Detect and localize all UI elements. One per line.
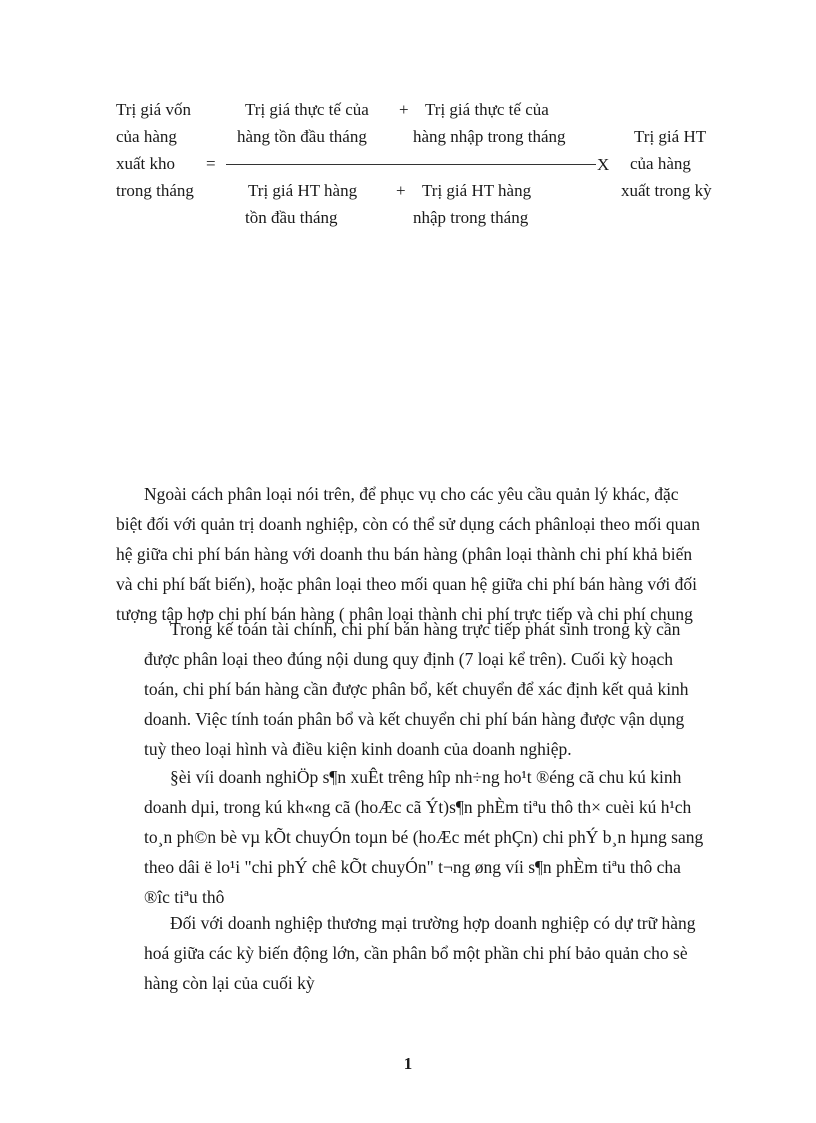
numerator-plus: + (399, 100, 409, 119)
left-label-line-4: trong tháng (116, 181, 194, 200)
denominator-b-line-1: Trị giá HT hàng (422, 181, 532, 200)
paragraph-line: được phân loại theo đúng nội dung quy định (7 loại kể trên). Cuối kỳ hoạch (144, 649, 674, 669)
left-label-line-2: của hàng (116, 127, 177, 146)
numerator-a-line-1: Trị giá thực tế của (245, 100, 369, 119)
equals-sign: = (206, 154, 216, 173)
paragraph-line: theo dâi ë lo¹i "chi phÝ chê kÕt chuyÓn" t¬ng øng víi s¶n phÈm tiªu thô cha (144, 857, 681, 877)
paragraph-line: toán, chi phí bán hàng cần được phân bổ, kết chuyển để xác định kết quả kinh (144, 679, 689, 699)
right-label-line-2: của hàng (630, 154, 691, 173)
denominator-b-line-2: nhập trong tháng (413, 208, 529, 227)
paragraph-manufacturing (144, 762, 769, 912)
paragraph-line: to¸n ph©n bè vµ kÕt chuyÓn toµn bé (hoÆc mét phÇn) chi phÝ b¸n hµng sang (144, 827, 704, 847)
paragraph-line: doanh dµi, trong kú kh«ng cã (hoÆc cã Ýt)s¶n phÈm tiªu thô th× cuèi kú h¹ch (144, 797, 692, 817)
numerator-b-line-1: Trị giá thực tế của (425, 100, 549, 119)
times-sign: X (597, 155, 610, 174)
paragraph-line: Trong kế toán tài chính, chi phí bán hàng trực tiếp phát sinh trong kỳ cần (170, 619, 681, 639)
paragraph-line: và chi phí bất biến), hoặc phân loại theo mối quan hệ giữa chi phí bán hàng với đối (116, 574, 698, 594)
page-number: 1 (403, 1054, 413, 1073)
right-label-line-1: Trị giá HT (634, 127, 707, 146)
paragraph-classification (116, 479, 761, 629)
paragraph-line: §èi víi doanh nghiÖp s¶n xuÊt trêng hîp nh÷ng ho¹t ®éng cã chu kú kinh (170, 767, 682, 787)
paragraph-line: biệt đối với quản trị doanh nghiệp, còn có thể sử dụng cách phânloại theo mối quan (116, 514, 700, 534)
paragraph-line: Ngoài cách phân loại nói trên, để phục vụ cho các yêu cầu quản lý khác, đặc (144, 484, 679, 504)
denominator-a-line-2: tồn đầu tháng (245, 208, 338, 227)
numerator-b-line-2: hàng nhập trong tháng (413, 127, 566, 146)
paragraph-line: doanh. Việc tính toán phân bổ và kết chuyển chi phí bán hàng được vận dụng (144, 709, 685, 729)
left-label-line-1: Trị giá vốn (116, 100, 191, 119)
paragraph-line: hệ giữa chi phí bán hàng với doanh thu bán hàng (phân loại thành chi phí khả biến (116, 544, 693, 564)
left-label-line-3: xuất kho (116, 154, 176, 173)
paragraph-line: tượng tập hợp chi phí bán hàng ( phân loại thành chi phí trực tiếp và chi phí chung (116, 604, 693, 624)
right-label-line-3: xuất trong kỳ (621, 181, 712, 200)
denominator-a-line-1: Trị giá HT hàng (248, 181, 358, 200)
paragraph-line: hàng còn lại của cuối kỳ (144, 973, 315, 993)
denominator-plus: + (396, 181, 406, 200)
cost-formula (0, 0, 816, 240)
paragraph-line: tuỳ theo loại hình và điều kiện kinh doanh của doanh nghiệp. (144, 739, 572, 759)
fraction-line (226, 164, 596, 165)
numerator-a-line-2: hàng tồn đầu tháng (237, 127, 367, 146)
paragraph-line: ®îc tiªu thô (144, 887, 225, 907)
paragraph-financial-accounting (144, 614, 769, 764)
paragraph-line: hoá giữa các kỳ biến động lớn, cần phân bổ một phần chi phí bảo quản cho sè (144, 943, 688, 963)
paragraph-commerce (144, 908, 769, 998)
paragraph-line: Đối với doanh nghiệp thương mại trường hợp doanh nghiệp có dự trữ hàng (170, 913, 696, 933)
